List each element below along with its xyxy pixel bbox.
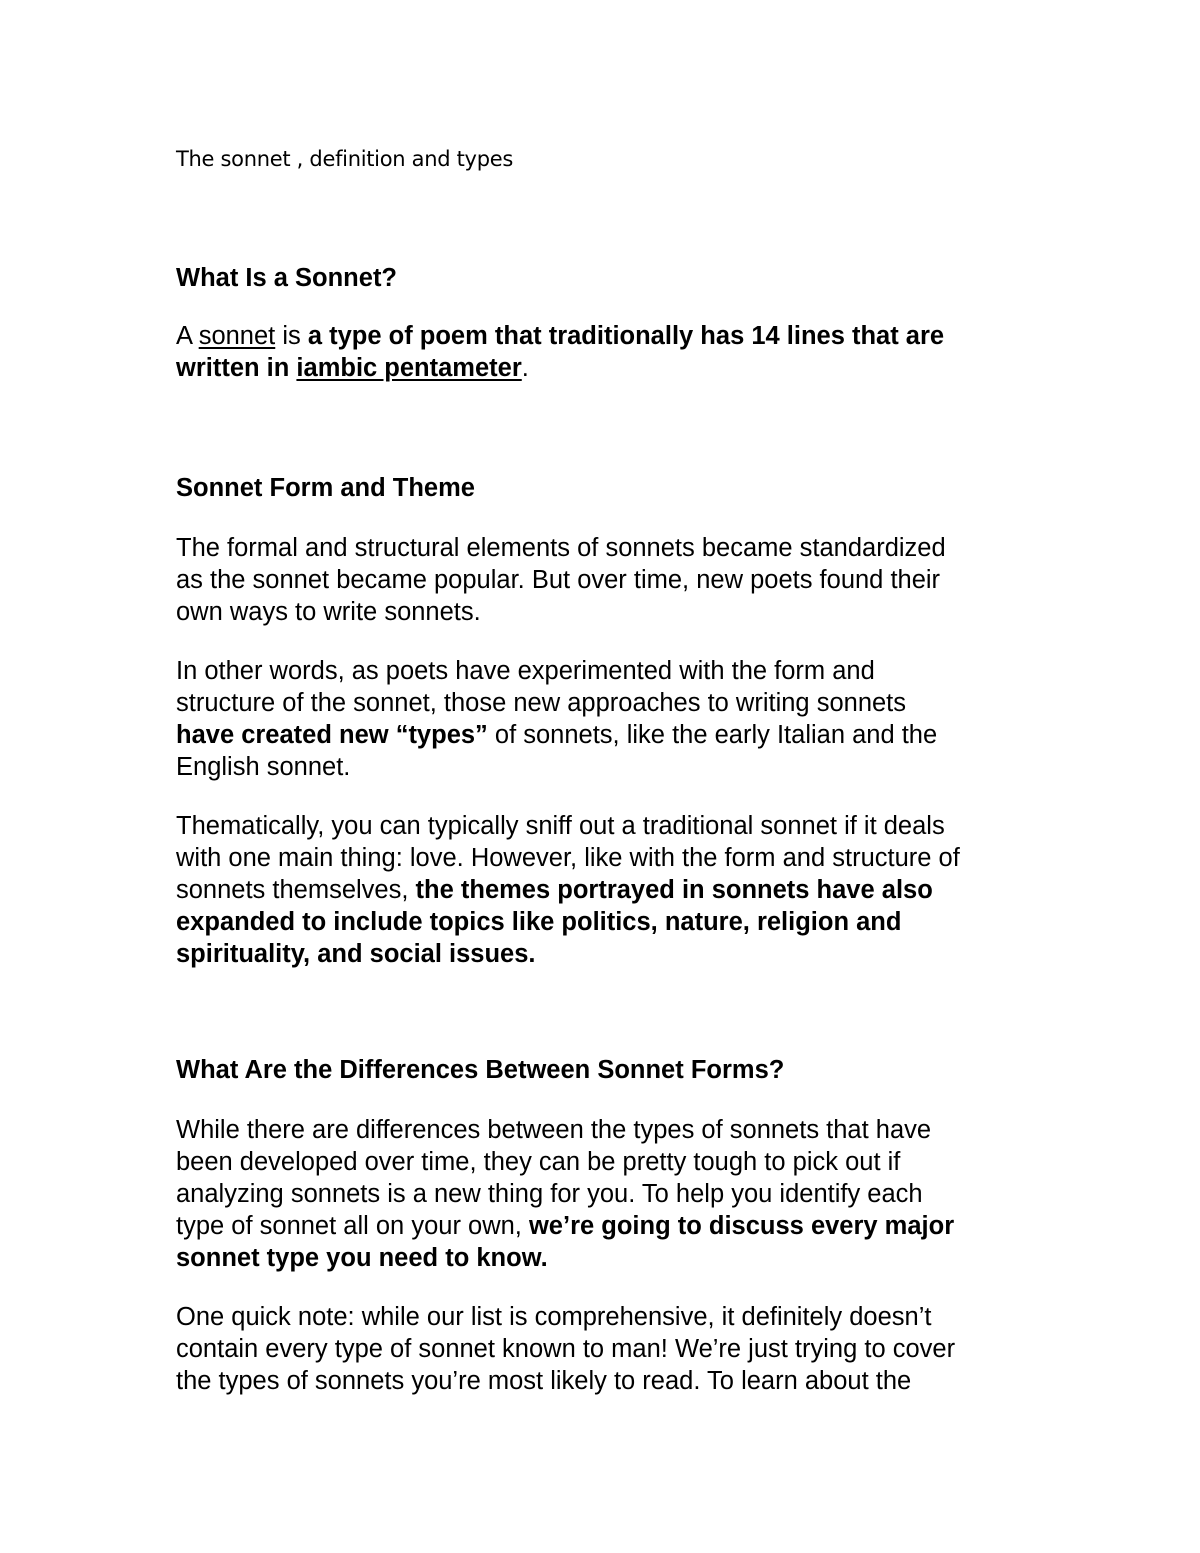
- definition-line-2: [176, 352, 1036, 384]
- document-title: The sonnet , definition and types: [176, 147, 513, 171]
- text-run: type of sonnet all on your own,: [176, 1212, 529, 1240]
- bold-text-run: we’re going to discuss every major: [528, 1212, 955, 1240]
- paragraph-line: contain every type of sonnet known to man! We’re just trying to cover: [176, 1335, 956, 1363]
- paragraph-line: spirituality, and social issues.: [176, 940, 536, 968]
- paragraph-line: analyzing sonnets is a new thing for you. To help you identify each: [176, 1180, 923, 1208]
- differences-paragraph-1: [176, 1114, 1036, 1274]
- text-run: of sonnets, like the early Italian and the: [487, 721, 938, 749]
- paragraph-line: While there are differences between the types of sonnets that have: [176, 1116, 932, 1144]
- heading-differences: What Are the Differences Between Sonnet Forms?: [176, 1056, 785, 1084]
- paragraph-line: The formal and structural elements of sonnets became standardized: [176, 534, 946, 562]
- text-run: A: [176, 322, 199, 350]
- paragraph-line: [176, 1210, 1036, 1242]
- form-theme-paragraph-3: [176, 810, 1036, 970]
- paragraph-line: In other words, as poets have experimented with the form and: [176, 657, 875, 685]
- paragraph-line: [176, 874, 1036, 906]
- form-theme-paragraph-2: [176, 655, 1036, 783]
- heading-form-and-theme: Sonnet Form and Theme: [176, 474, 475, 502]
- iambic-pentameter-link[interactable]: iambic pentameter: [296, 354, 522, 382]
- paragraph-line: [176, 719, 1036, 751]
- bold-text-run: written in: [176, 354, 297, 382]
- sonnet-definition-paragraph: [176, 320, 1036, 384]
- paragraph-line: One quick note: while our list is comprehensive, it definitely doesn’t: [176, 1303, 932, 1331]
- form-theme-paragraph-1: [176, 532, 1036, 628]
- paragraph-line: expanded to include topics like politics, nature, religion and: [176, 908, 902, 936]
- text-run: sonnets themselves,: [176, 876, 416, 904]
- paragraph-line: the types of sonnets you’re most likely to read. To learn about the: [176, 1367, 912, 1395]
- paragraph-line: been developed over time, they can be pretty tough to pick out if: [176, 1148, 901, 1176]
- definition-line-1: [176, 320, 1036, 352]
- paragraph-line: with one main thing: love. However, like with the form and structure of: [176, 844, 960, 872]
- bold-text-run: a type of poem that traditionally has 14 lines that are: [307, 322, 945, 350]
- text-run: is: [275, 322, 308, 350]
- paragraph-line: own ways to write sonnets.: [176, 598, 481, 626]
- differences-paragraph-2: [176, 1301, 1036, 1397]
- paragraph-line: sonnet type you need to know.: [176, 1244, 548, 1272]
- paragraph-line: as the sonnet became popular. But over time, new poets found their: [176, 566, 941, 594]
- paragraph-line: structure of the sonnet, those new approaches to writing sonnets: [176, 689, 907, 717]
- text-run: .: [521, 354, 529, 382]
- paragraph-line: Thematically, you can typically sniff out a traditional sonnet if it deals: [176, 812, 945, 840]
- bold-text-run: have created new “types”: [176, 721, 488, 749]
- sonnet-link[interactable]: sonnet: [198, 322, 276, 350]
- paragraph-line: English sonnet.: [176, 753, 351, 781]
- heading-what-is-sonnet: What Is a Sonnet?: [176, 264, 398, 292]
- bold-text-run: the themes portrayed in sonnets have also: [415, 876, 933, 904]
